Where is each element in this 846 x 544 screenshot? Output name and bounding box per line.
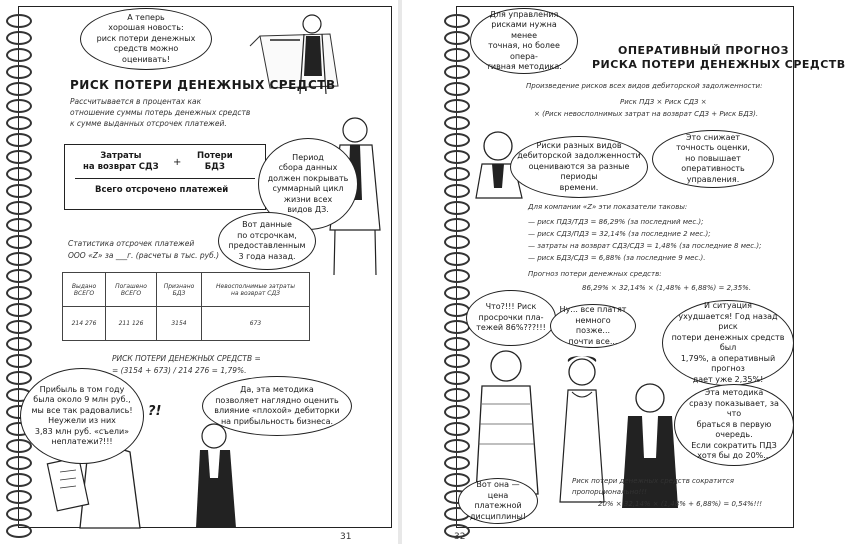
- bubble-payment-discipline: Вот она — цена платежной дисциплины!: [458, 478, 538, 524]
- table-row: [63, 273, 310, 307]
- right-title-line1: ОПЕРАТИВНЫЙ ПРОГНОЗ: [618, 44, 789, 57]
- spiral-ring: [6, 235, 32, 249]
- spiral-ring: [444, 99, 470, 113]
- table-cell: 211 126: [106, 307, 157, 341]
- spiral-ring: [444, 133, 470, 147]
- spiral-ring: [6, 507, 32, 521]
- spiral-ring: [444, 354, 470, 368]
- table-header-repaid: Погашено ВСЕГО: [106, 273, 157, 307]
- left-spiral-binding: [4, 0, 30, 544]
- table-cell: 214 276: [63, 307, 106, 341]
- bubble-risk-periods: Риски разных видов дебиторской задолженности оцениваются за разные периоды времени.: [510, 136, 648, 198]
- spiral-ring: [444, 167, 470, 181]
- spiral-ring: [6, 524, 32, 538]
- spiral-ring: [6, 218, 32, 232]
- calc-value: = (3154 + 673) / 214 276 = 1,79%.: [112, 366, 247, 375]
- spiral-ring: [444, 48, 470, 62]
- spiral-ring: [6, 48, 32, 62]
- indicator-line-4: — риск БДЗ/СДЗ = 6,88% (за последние 9 мес.).: [528, 254, 706, 262]
- old-man-illustration: [472, 344, 542, 494]
- spiral-ring: [444, 286, 470, 300]
- spiral-ring: [6, 150, 32, 164]
- spiral-ring: [444, 252, 470, 266]
- spiral-ring: [6, 116, 32, 130]
- spiral-ring: [444, 371, 470, 385]
- spiral-ring: [6, 252, 32, 266]
- spiral-ring: [444, 218, 470, 232]
- spiral-ring: [6, 14, 32, 28]
- spiral-ring: [444, 65, 470, 79]
- deferrals-table: [62, 272, 310, 341]
- right-page: [402, 0, 846, 544]
- spiral-ring: [6, 167, 32, 181]
- spiral-ring: [444, 82, 470, 96]
- spiral-ring: [6, 320, 32, 334]
- bubble-accuracy: Это снижает точность оценки, но повышает оперативность управления.: [652, 130, 774, 188]
- spiral-ring: [6, 439, 32, 453]
- spiral-ring: [444, 405, 470, 419]
- left-page: [0, 0, 398, 544]
- reduction-text: Риск потери денежных средств сократится пропорционально!!!: [572, 477, 734, 496]
- spiral-ring: [6, 286, 32, 300]
- bubble-what-overdue: Что?!!! Риск просрочки пла- тежей 86%???!!!: [466, 290, 556, 346]
- spiral-ring: [6, 269, 32, 283]
- spiral-ring: [6, 371, 32, 385]
- spiral-ring: [6, 184, 32, 198]
- spiral-ring: [6, 354, 32, 368]
- bubble-deferral-data: Вот данные по отсрочкам, предоставленным 3 года назад.: [218, 212, 316, 270]
- spiral-ring: [444, 388, 470, 402]
- stats-title: Статистика отсрочек платежей ООО «Z» за ___г. (расчеты в тыс. руб.): [68, 239, 220, 260]
- reduction-formula: 20% × 32,14% × (1,48% + 6,88%) = 0,54%!!!: [598, 500, 763, 508]
- spiral-ring: [6, 82, 32, 96]
- formula-term-recovery-costs: Затраты на возврат СДЗ: [83, 151, 159, 172]
- spiral-ring: [444, 14, 470, 28]
- spiral-ring: [6, 303, 32, 317]
- spiral-ring: [6, 133, 32, 147]
- forecast-title: Прогноз потери денежных средств:: [528, 270, 662, 278]
- spiral-ring: [444, 201, 470, 215]
- spiral-ring: [444, 439, 470, 453]
- exclaim-mark: ?!: [148, 404, 162, 419]
- spiral-ring: [444, 150, 470, 164]
- fraction-line: [75, 178, 255, 179]
- bubble-method-shows: Да, эта методика позволяет наглядно оценить влияние «плохой» дебиторки на прибыльность бизнеса.: [202, 376, 352, 436]
- bubble-profit-question: Прибыль в том году была около 9 млн руб., мы все так радовались! Неужели из них 3,83 млн руб. «съели» неплатежи?!!!: [20, 368, 144, 464]
- product-formula-line2: × (Риск невосполнимых затрат на возврат СДЗ + Риск БДЗ).: [534, 110, 759, 118]
- table-header-issued: Выдано ВСЕГО: [63, 273, 106, 307]
- spiral-ring: [444, 456, 470, 470]
- table-header-bad-debt: Признано БДЗ: [157, 273, 202, 307]
- spiral-ring: [444, 235, 470, 249]
- company-indicators-title: Для компании «Z» эти показатели таковы:: [528, 203, 688, 211]
- table-row: [63, 307, 310, 341]
- spiral-ring: [6, 473, 32, 487]
- spiral-ring: [444, 422, 470, 436]
- left-page-title: РИСК ПОТЕРИ ДЕНЕЖНЫХ СРЕДСТВ: [70, 78, 336, 92]
- product-formula-line1: Риск ПДЗ × Риск СДЗ ×: [620, 98, 707, 106]
- right-spiral-binding: [442, 0, 468, 544]
- spiral-ring: [6, 456, 32, 470]
- left-description: Рассчитывается в процентах как отношение суммы потерь денежных средств к сумме выданных отсрочек платежей.: [70, 97, 251, 128]
- bubble-situation-worse: И ситуация ухудшается! Год назад риск потери денежных средств был 1,79%, а оперативный прогноз дает уже 2,35%!: [662, 300, 794, 386]
- formula-term-bad-debt: Потери БДЗ: [197, 151, 233, 172]
- forecast-formula: 86,29% × 32,14% × (1,48% + 6,88%) = 2,35%.: [582, 284, 752, 292]
- table-cell: 673: [202, 307, 310, 341]
- formula-denominator: Всего отсрочено платежей: [95, 185, 229, 195]
- right-title-line2: РИСКА ПОТЕРИ ДЕНЕЖНЫХ СРЕДСТВ: [592, 58, 846, 71]
- calc-title: РИСК ПОТЕРИ ДЕНЕЖНЫХ СРЕДСТВ =: [112, 354, 261, 363]
- spiral-ring: [6, 65, 32, 79]
- product-text: Произведение рисков всех видов дебиторской задолженности:: [526, 82, 763, 90]
- bubble-collection-period: Период сбора данных должен покрывать суммарный цикл жизни всех видов ДЗ.: [258, 138, 358, 230]
- spiral-ring: [6, 31, 32, 45]
- spiral-ring: [6, 337, 32, 351]
- page-number-left: 31: [340, 532, 352, 542]
- table-header-costs: Невосполнимые затраты на возврат СДЗ: [202, 273, 310, 307]
- bubble-good-news: А теперь хорошая новость: риск потери денежных средств можно оценивать!: [80, 8, 212, 70]
- table-cell: 3154: [157, 307, 202, 341]
- risk-formula-box: [64, 144, 266, 210]
- spiral-ring: [6, 99, 32, 113]
- spiral-ring: [444, 31, 470, 45]
- spiral-ring: [6, 201, 32, 215]
- formula-plus: +: [173, 157, 182, 168]
- indicator-line-3: — затраты на возврат СДЗ/СДЗ = 1,48% (за последние 8 мес.);: [528, 242, 762, 250]
- indicator-line-1: — риск ПДЗ/ТДЗ = 86,29% (за последний мес.);: [528, 218, 704, 226]
- spiral-ring: [444, 269, 470, 283]
- indicator-line-2: — риск СДЗ/ПДЗ = 32,14% (за последние 2 мес.);: [528, 230, 711, 238]
- page-number-right: 32: [454, 532, 466, 542]
- spiral-ring: [444, 184, 470, 198]
- bubble-priority: Эта методика сразу показывает, за что браться в первую очередь. Если сократить ПДЗ хотя бы до 20%...: [674, 384, 794, 466]
- spiral-ring: [444, 116, 470, 130]
- spiral-ring: [444, 337, 470, 351]
- spiral-ring: [6, 490, 32, 504]
- bubble-management-method: Для управления рисками нужна менее точная, но более опера- тивная методика.: [470, 8, 578, 74]
- bubble-pay-later: Ну... все платят немного позже... почти все...: [550, 304, 636, 348]
- consultant-illustration: [186, 418, 246, 530]
